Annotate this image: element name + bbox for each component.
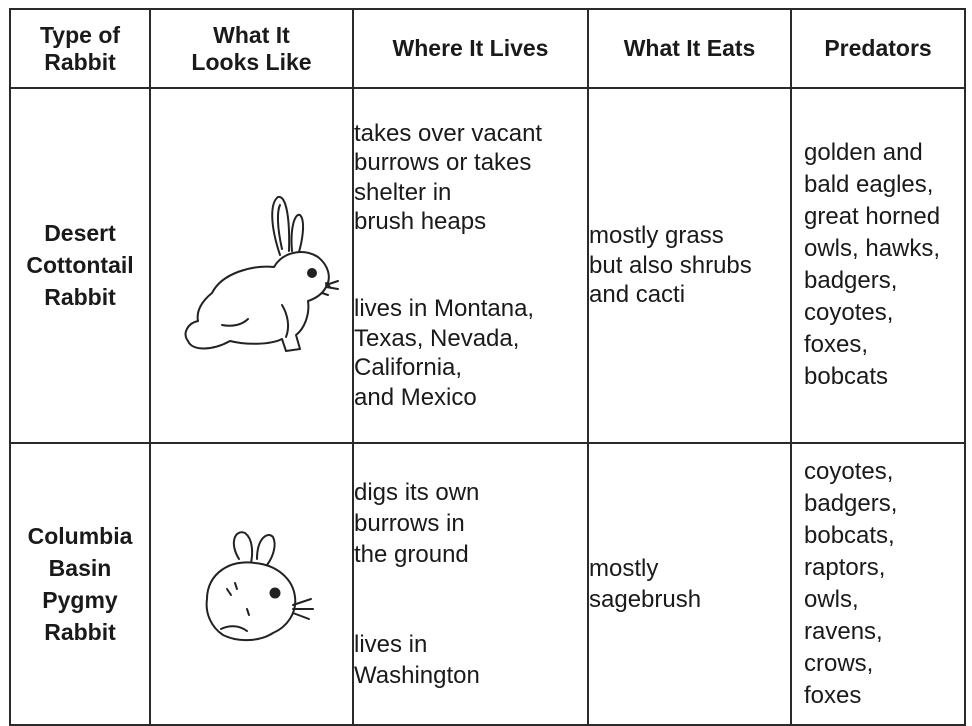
header-looks: What It Looks Like [150, 9, 353, 88]
rabbit-name: Columbia Basin Pygmy Rabbit [10, 443, 150, 725]
cottontail-rabbit-icon [162, 165, 342, 365]
table-row [10, 88, 965, 443]
lives-text-1: digs its own burrows in the ground [354, 478, 480, 568]
predators-cell: golden and bald eagles, great horned owls, hawks, badgers, coyotes, foxes, bobcats [791, 88, 965, 443]
eats-cell: mostly sagebrush [588, 443, 791, 725]
header-eats: What It Eats [588, 9, 791, 88]
header-type: Type of Rabbit [10, 9, 150, 88]
eats-cell: mostly grass but also shrubs and cacti [588, 88, 791, 443]
rabbit-name: Desert Cottontail Rabbit [10, 88, 150, 443]
lives-text-2: lives in Washington [354, 630, 480, 689]
lives-text-1: takes over vacant burrows or takes shelter in brush heaps [354, 119, 543, 235]
header-lives: Where It Lives [353, 9, 588, 88]
lives-cell [353, 443, 588, 725]
lives-text-2: lives in Montana, Texas, Nevada, California, and Mexico [354, 295, 535, 411]
rabbit-comparison-table [9, 8, 966, 726]
rabbit-image-cell [150, 443, 353, 725]
pygmy-rabbit-icon [177, 509, 327, 659]
table-row [10, 443, 965, 725]
rabbit-image-cell [150, 88, 353, 443]
header-predators: Predators [791, 9, 965, 88]
header-row [10, 9, 965, 88]
predators-cell: coyotes, badgers, bobcats, raptors, owls, ravens, crows, foxes [791, 443, 965, 725]
lives-cell [353, 88, 588, 443]
